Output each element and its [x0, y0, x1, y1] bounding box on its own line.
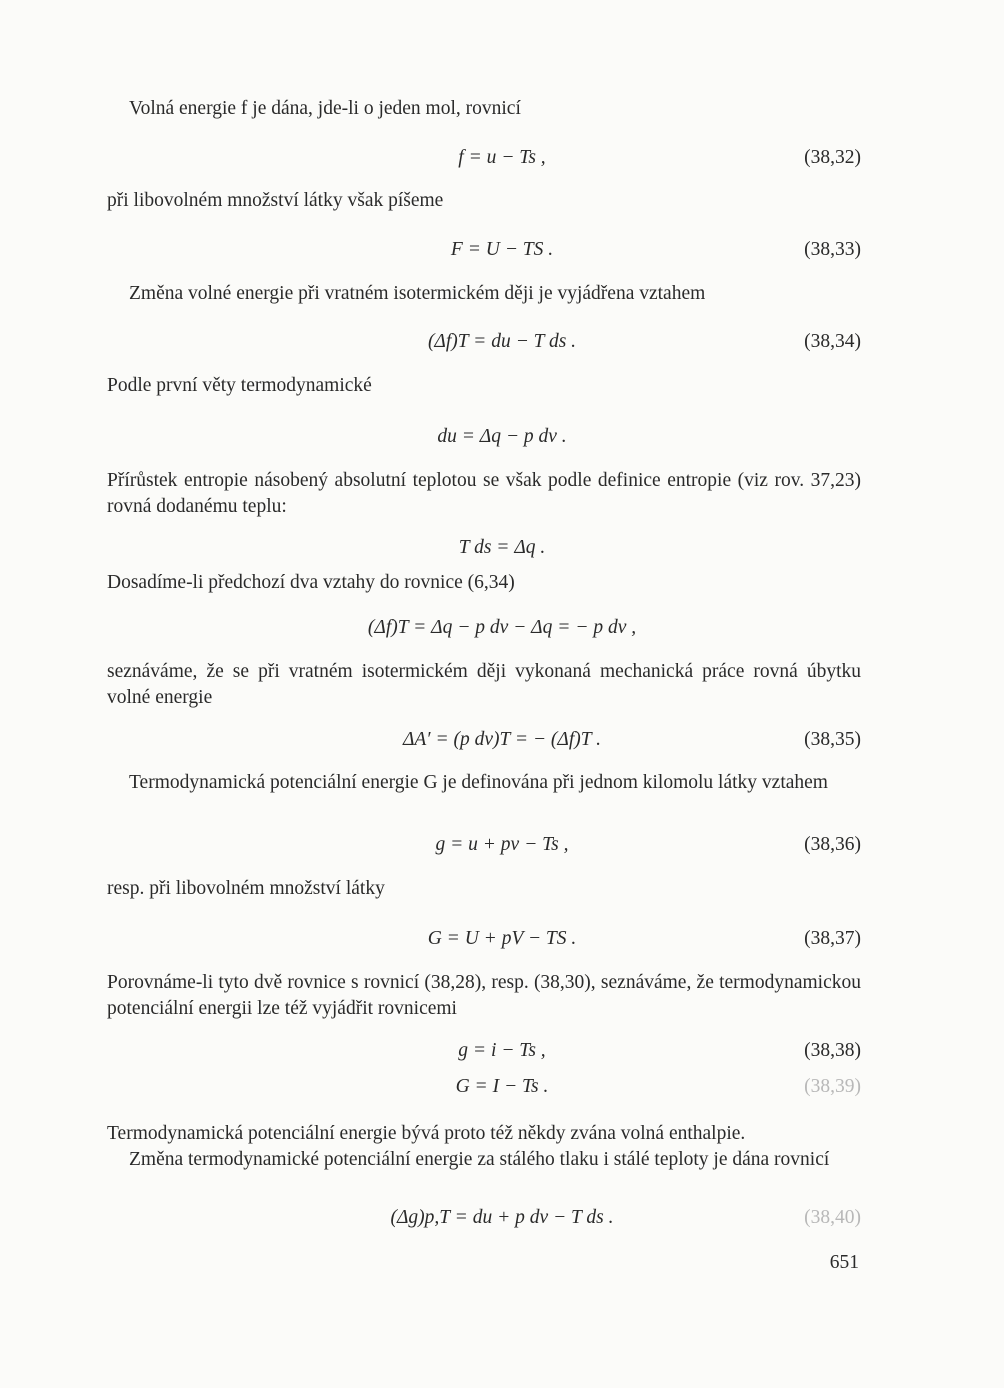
paragraph-volna-enthalpie: Termodynamická potenciální energie bývá proto též někdy zvána volná enthalpie.: [107, 1123, 746, 1144]
equation-number-38-39: (38,39): [804, 1076, 861, 1097]
equation-number-38-33: (38,33): [804, 239, 861, 260]
equation-number-38-35: (38,35): [804, 729, 861, 750]
equation-substitution: (Δf)T = Δq − p dv − Δq = − p dv ,: [367, 617, 637, 638]
paragraph-seznavame: seznáváme, že se při vratném isotermickém ději vykonaná mechanická práce rovná úbytku volné energie: [107, 661, 861, 708]
paragraph-prvni-veta: Podle první věty termodynamické: [107, 375, 372, 396]
paragraph-zmena-volne-energie: Změna volné energie při vratném isotermickém ději je vyjádřena vztahem: [129, 283, 706, 304]
paragraph-resp: resp. při libovolném množství látky: [107, 878, 385, 899]
equation-38-39: G = I − Ts .: [455, 1076, 549, 1097]
equation-number-38-40: (38,40): [804, 1207, 861, 1228]
equation-tds: T ds = Δq .: [458, 537, 546, 558]
paragraph-porovname: Porovnáme-li tyto dvě rovnice s rovnicí (38,28), resp. (38,30), seznáváme, že termodynamickou potenciální energii lze též vyjádřit rovnicemi: [107, 972, 861, 1019]
equation-38-40: (Δg)p,T = du + p dv − T ds .: [390, 1207, 614, 1228]
paragraph-prirustek-entropie: Přírůstek entropie násobený absolutní teplotou se však podle definice entropie (viz rov. 37,23) rovná dodanému teplu:: [107, 470, 861, 517]
page-number: 651: [829, 1252, 859, 1273]
equation-38-33: F = U − TS .: [450, 239, 554, 260]
paragraph-libovolne-mnozstvi: při libovolném množství látky však píšeme: [107, 190, 444, 211]
equation-38-37: G = U + pV − TS .: [427, 928, 577, 949]
paragraph-termodynamicka-potencialni: Termodynamická potenciální energie G je definována při jednom kilomolu látky vztahem: [129, 772, 828, 793]
paragraph-zmena-termodynamicke: Změna termodynamické potenciální energie za stálého tlaku i stálé teploty je dána rovnicí: [129, 1149, 830, 1170]
equation-number-38-37: (38,37): [804, 928, 861, 949]
equation-38-34: (Δf)T = du − T ds .: [427, 331, 577, 352]
equation-38-32: f = u − Ts ,: [458, 147, 546, 168]
equation-38-36: g = u + pv − Ts ,: [435, 834, 569, 855]
equation-number-38-32: (38,32): [804, 147, 861, 168]
paragraph-dosadime: Dosadíme-li předchozí dva vztahy do rovnice (6,34): [107, 572, 515, 593]
equation-38-38: g = i − Ts ,: [458, 1040, 546, 1061]
equation-number-38-34: (38,34): [804, 331, 861, 352]
equation-38-35: ΔA′ = (p dv)T = − (Δf)T .: [402, 729, 602, 750]
paragraph-volna-energie: Volná energie f je dána, jde-li o jeden mol, rovnicí: [129, 98, 521, 119]
equation-number-38-38: (38,38): [804, 1040, 861, 1061]
equation-number-38-36: (38,36): [804, 834, 861, 855]
equation-du: du = Δq − p dv .: [437, 426, 567, 447]
